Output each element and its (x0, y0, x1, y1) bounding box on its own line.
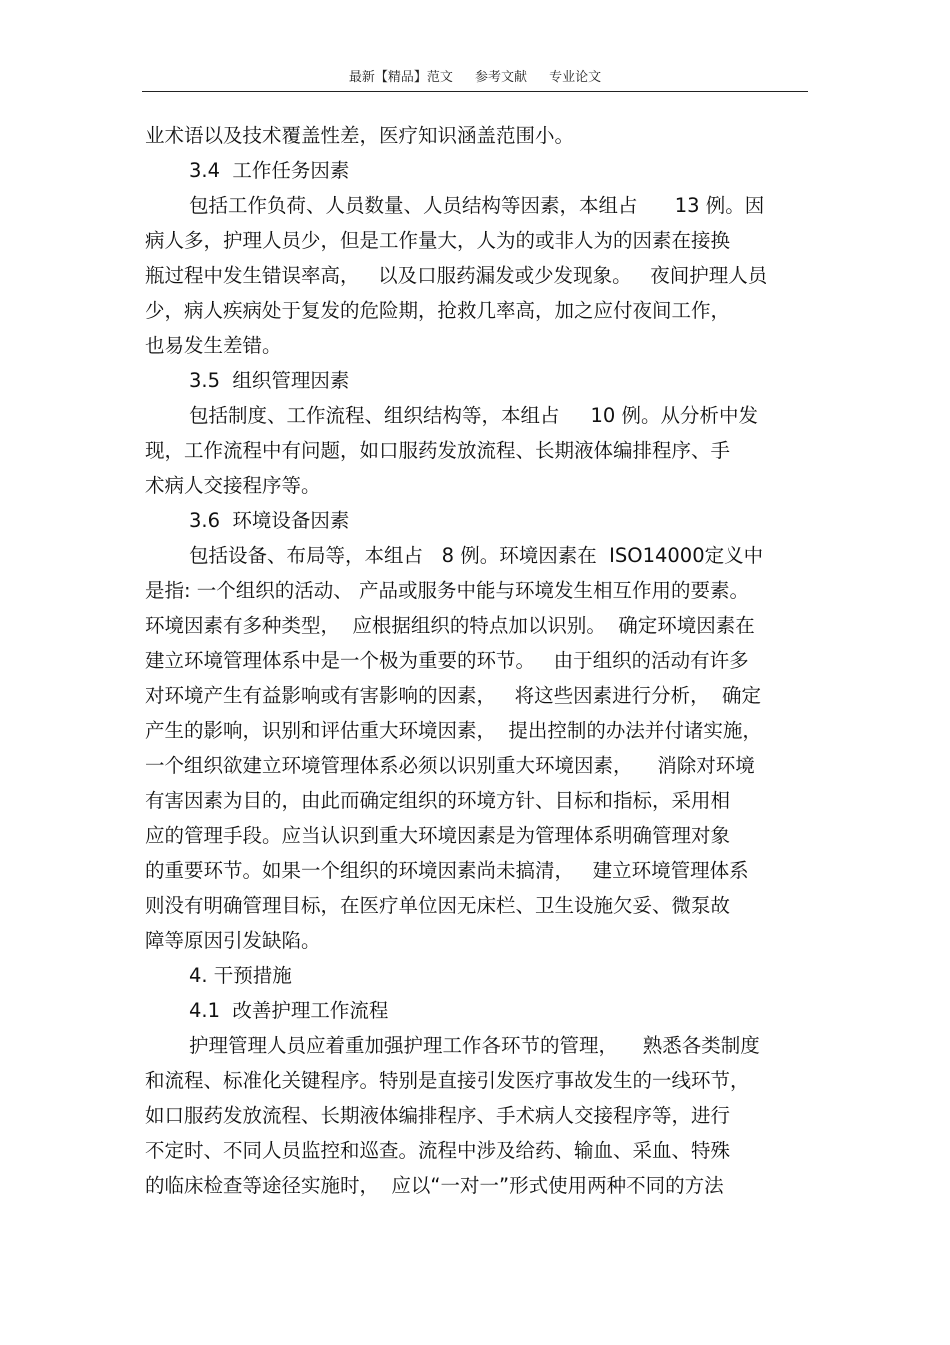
text-line: 病人多，护理人员少，但是工作量大，人为的或非人为的因素在接换 (145, 229, 731, 252)
text-line: 业术语以及技术覆盖性差，医疗知识涵盖范围小。 (145, 124, 575, 147)
header-item-references: 参考文献 (474, 70, 527, 85)
header-item-papers: 专业论文 (549, 70, 602, 85)
text-line: 应的管理手段。应当认识到重大环境因素是为管理体系明确管理对象 (145, 824, 731, 847)
text-line: 术病人交接程序等。 (145, 474, 321, 497)
text-line: 护理管理人员应着重加强护理工作各环节的管理， 熟悉各类制度 (189, 1034, 760, 1057)
text-line: 如口服药发放流程、长期液体编排程序、手术病人交接程序等，进行 (145, 1104, 731, 1127)
text-line: 建立环境管理体系中是一个极为重要的环节。 由于组织的活动有许多 (145, 649, 749, 672)
text-line: 则没有明确管理目标，在医疗单位因无床栏、卫生设施欠妥、微泵故 (145, 894, 731, 917)
text-line: 现，工作流程中有问题，如口服药发放流程、长期液体编排程序、手 (145, 439, 731, 462)
header-item-latest: 最新【精品】范文 (348, 70, 453, 85)
text-line: 少，病人疾病处于复发的危险期，抢救几率高，加之应付夜间工作， (145, 299, 731, 322)
text-line: 包括设备、布局等，本组占 8 例。环境因素在 ISO14000定义中 (189, 544, 764, 567)
text-line: 一个组织欲建立环境管理体系必须以识别重大环境因素， 消除对环境 (145, 754, 755, 777)
text-line: 产生的影响，识别和评估重大环境因素， 提出控制的办法并付诸实施， (145, 719, 762, 742)
text-line: 环境因素有多种类型， 应根据组织的特点加以识别。 确定环境因素在 (145, 614, 755, 637)
text-line: 是指: 一个组织的活动、 产品或服务中能与环境发生相互作用的要素。 (145, 579, 749, 602)
page-header (0, 66, 950, 85)
text-line: 对环境产生有益影响或有害影响的因素， 将这些因素进行分析， 确定 (145, 684, 761, 707)
text-line: 包括工作负荷、人员数量、人员结构等因素，本组占 13 例。因 (189, 194, 765, 217)
header-divider (142, 91, 808, 92)
text-line: 4.1 改善护理工作流程 (189, 999, 389, 1022)
text-line: 3.5 组织管理因素 (189, 369, 350, 392)
text-line: 3.6 环境设备因素 (189, 509, 350, 532)
text-line: 障等原因引发缺陷。 (145, 929, 321, 952)
text-line: 4. 干预措施 (189, 964, 292, 987)
text-line: 也易发生差错。 (145, 334, 282, 357)
text-line: 的临床检查等途径实施时， 应以“一对一”形式使用两种不同的方法 (145, 1174, 724, 1197)
text-line: 包括制度、工作流程、组织结构等，本组占 10 例。从分析中发 (189, 404, 759, 427)
text-line: 不定时、不同人员监控和巡查。流程中涉及给药、输血、采血、特殊 (145, 1139, 731, 1162)
text-line: 有害因素为目的，由此而确定组织的环境方针、目标和指标，采用相 (145, 789, 731, 812)
text-line: 3.4 工作任务因素 (189, 159, 350, 182)
text-line: 的重要环节。如果一个组织的环境因素尚未搞清， 建立环境管理体系 (145, 859, 749, 882)
text-line: 瓶过程中发生错误率高， 以及口服药漏发或少发现象。 夜间护理人员 (145, 264, 768, 287)
text-line: 和流程、标准化关键程序。特别是直接引发医疗事故发生的一线环节， (145, 1069, 750, 1092)
document-body (145, 118, 810, 1203)
